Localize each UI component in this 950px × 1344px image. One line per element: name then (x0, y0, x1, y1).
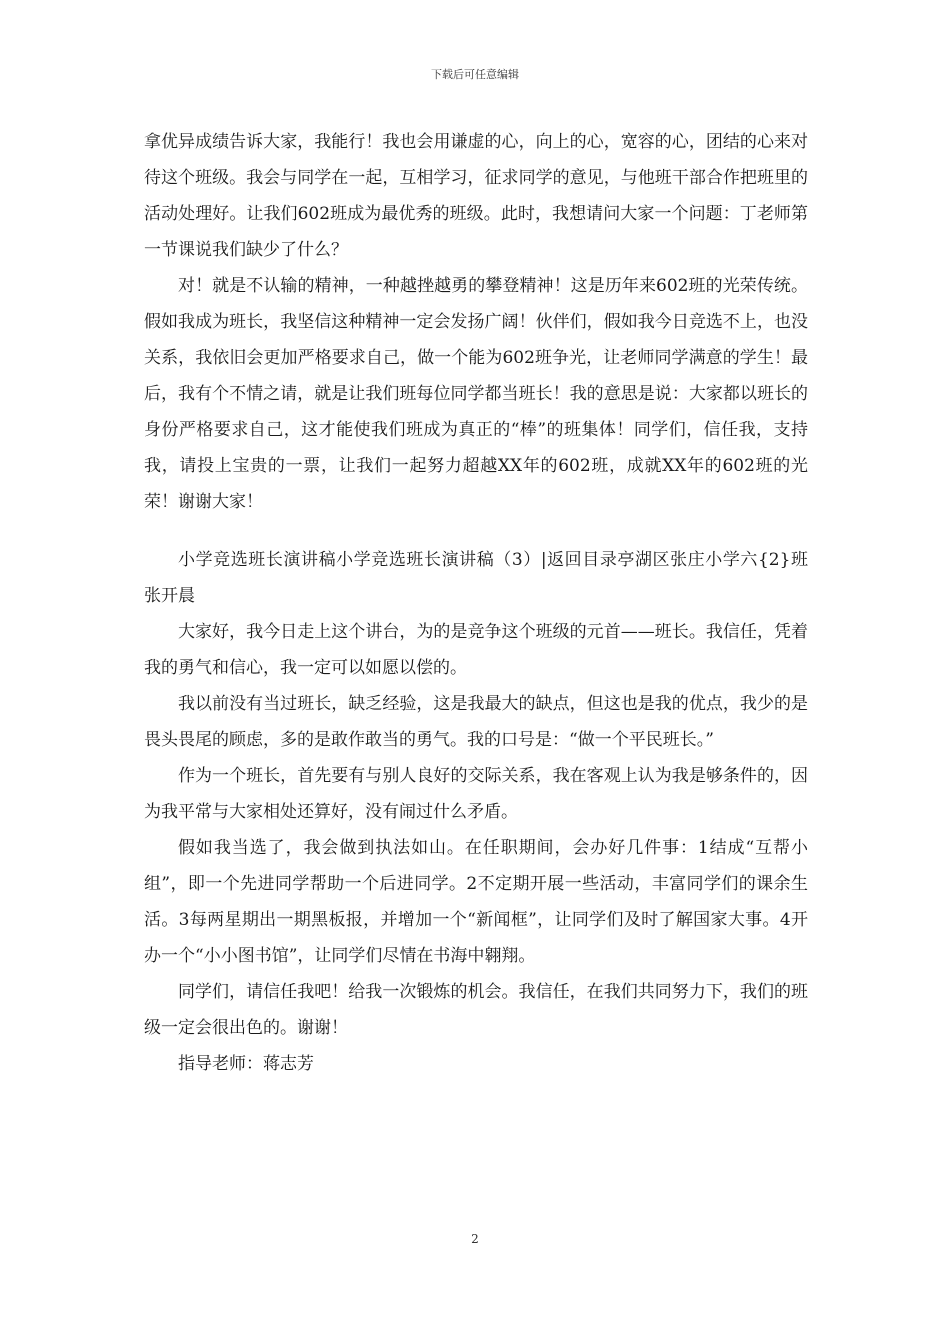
paragraph-continuation: 拿优异成绩告诉大家，我能行！我也会用谦虚的心，向上的心，宽容的心，团结的心来对待这个班级。我会与同学在一起，互相学习，征求同学的意见，与他班干部合作把班里的活动处理好。让我们602班成为最优秀的班级。此时，我想请问大家一个问题：丁老师第一节课说我们缺少了什么？ (144, 132, 808, 260)
page-header: 下载后可任意编辑 (431, 68, 519, 81)
paragraph-relationship: 作为一个班长，首先要有与别人良好的交际关系，我在客观上认为我是够条件的，因为我平常与大家相处还算好，没有闹过什么矛盾。 (144, 766, 808, 822)
paragraph-teacher: 指导老师：蒋志芳 (178, 1054, 314, 1074)
section-gap (144, 520, 808, 542)
paragraph-greeting: 大家好，我今日走上这个讲台，为的是竞争这个班级的元首——班长。我信任，凭着我的勇气和信心，我一定可以如愿以偿的。 (144, 622, 808, 678)
page-number: 2 (471, 1232, 479, 1246)
paragraph-closing: 同学们，请信任我吧！给我一次锻炼的机会。我信任，在我们共同努力下，我们的班级一定会很出色的。谢谢！ (144, 982, 808, 1038)
section-title: 小学竞选班长演讲稿小学竞选班长演讲稿（3）|返回目录亭湖区张庄小学六{2}班 张开晨 (144, 550, 825, 606)
paragraph-experience: 我以前没有当过班长，缺乏经验，这是我最大的缺点，但这也是我的优点，我少的是畏头畏尾的顾虑，多的是敢作敢当的勇气。我的口号是：“做一个平民班长。” (144, 694, 808, 750)
paragraph-plans: 假如我当选了，我会做到执法如山。在任职期间，会办好几件事：1结成“互帮小组”，即一个先进同学帮助一个后进同学。2不定期开展一些活动，丰富同学们的课余生活。3每两星期出一期黑板报，并增加一个“新闻框”，让同学们及时了解国家大事。4开办一个“小小图书馆”，让同学们尽情在书海中翱翔。 (144, 838, 808, 966)
paragraph-spirit: 对！就是不认输的精神，一种越挫越勇的攀登精神！这是历年来602班的光荣传统。假如我成为班长，我坚信这种精神一定会发扬广阔！伙伴们，假如我今日竞选不上，也没关系，我依旧会更加严格要求自己，做一个能为602班争光，让老师同学满意的学生！最后，我有个不情之请，就是让我们班每位同学都当班长！我的意思是说：大家都以班长的身份严格要求自己，这才能使我们班成为真正的“棒”的班集体！同学们，信任我，支持我，请投上宝贵的一票，让我们一起努力超越XX年的602班，成就XX年的602班的光荣！谢谢大家！ (144, 276, 808, 512)
document-body (144, 124, 825, 1082)
